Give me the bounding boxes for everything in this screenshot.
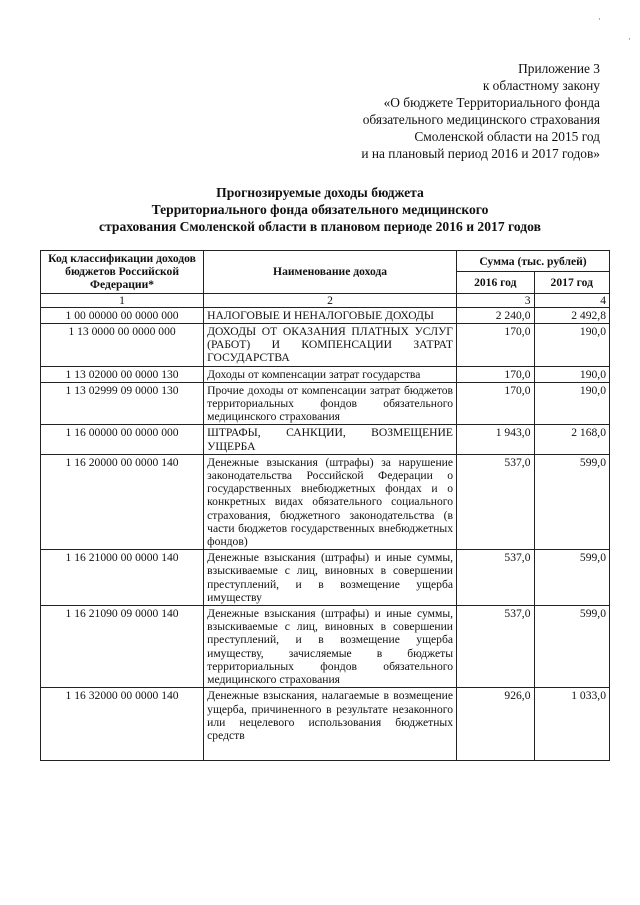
row-2016: 170,0 [457,324,534,367]
row-2017: 2 168,0 [534,425,610,454]
appendix-line: и на плановый период 2016 и 2017 годов» [361,146,600,161]
header-year-2016: 2016 год [457,272,534,293]
appendix-line: обязательного медицинского страхования [362,112,600,127]
row-2017: 190,0 [534,366,610,382]
row-code: 1 16 21000 00 0000 140 [41,550,204,606]
revenue-table [40,250,610,761]
row-code: 1 00 00000 00 0000 000 [41,307,204,323]
table-row [41,324,610,367]
row-name: Денежные взыскания, налагаемые в возмещение ущерба, причиненного в результате незаконного или нецелевого использования бюджетных средств [204,688,457,761]
row-2016: 537,0 [457,606,534,688]
row-2016: 537,0 [457,454,534,549]
row-code: 1 16 21090 09 0000 140 [41,606,204,688]
header-name: Наименование дохода [204,251,457,294]
row-2016: 2 240,0 [457,307,534,323]
row-2017: 599,0 [534,606,610,688]
row-2017: 1 033,0 [534,688,610,761]
column-number: 3 [457,293,534,307]
row-code: 1 16 20000 00 0000 140 [41,454,204,549]
row-code: 1 16 00000 00 0000 000 [41,425,204,454]
row-name: Денежные взыскания (штрафы) за нарушение законодательства Российской Федерации о государственных внебюджетных фондах и о конкретных видах обязательного социального страхования, бюджетного законодательства (в части бюджетов государственных внебюджетных фондов) [204,454,457,549]
row-name: Доходы от компенсации затрат государства [204,366,457,382]
row-2017: 2 492,8 [534,307,610,323]
row-2016: 926,0 [457,688,534,761]
row-2016: 170,0 [457,382,534,425]
row-2016: 170,0 [457,366,534,382]
table-row [41,606,610,688]
row-code: 1 13 0000 00 0000 000 [41,324,204,367]
table-row [41,382,610,425]
column-numbers-row [41,293,610,307]
appendix-line: к областному закону [482,78,600,93]
column-number: 2 [204,293,457,307]
header-code: Код классификации доходов бюджетов Российской Федерации* [41,251,204,294]
table-header-row [41,251,610,272]
title-line: Территориального фонда обязательного медицинского [151,202,489,217]
column-number: 4 [534,293,610,307]
row-name: Прочие доходы от компенсации затрат бюджетов территориальных фондов обязательного медицинского страхования [204,382,457,425]
table-row [41,550,610,606]
row-2017: 190,0 [534,324,610,367]
table-row [41,688,610,761]
row-code: 1 13 02999 09 0000 130 [41,382,204,425]
row-code: 1 16 32000 00 0000 140 [41,688,204,761]
row-code: 1 13 02000 00 0000 130 [41,366,204,382]
table-row [41,454,610,549]
document-title [40,184,600,235]
scan-speck: · [628,34,631,44]
appendix-line: Смоленской области на 2015 год [414,129,600,144]
table-row [41,307,610,323]
row-name: ШТРАФЫ, САНКЦИИ, ВОЗМЕЩЕНИЕ УЩЕРБА [204,425,457,454]
scan-speck: · [598,14,601,24]
row-2017: 190,0 [534,382,610,425]
appendix-line: «О бюджете Территориального фонда [383,95,600,110]
appendix-line: Приложение 3 [518,61,600,76]
title-line: страхования Смоленской области в плановом периоде 2016 и 2017 годов [99,219,541,234]
row-name: Денежные взыскания (штрафы) и иные суммы, взыскиваемые с лиц, виновных в совершении преступлений, и в возмещение ущерба имуществу [204,550,457,606]
table-row [41,425,610,454]
table-row [41,366,610,382]
row-name: ДОХОДЫ ОТ ОКАЗАНИЯ ПЛАТНЫХ УСЛУГ (РАБОТ) И КОМПЕНСАЦИИ ЗАТРАТ ГОСУДАРСТВА [204,324,457,367]
header-sum: Сумма (тыс. рублей) [457,251,610,272]
row-2016: 537,0 [457,550,534,606]
column-number: 1 [41,293,204,307]
header-year-2017: 2017 год [534,272,610,293]
row-2016: 1 943,0 [457,425,534,454]
row-name: Денежные взыскания (штрафы) и иные суммы, взыскиваемые с лиц, виновных в совершении преступлений, и в возмещение ущерба имуществу, зачисляемые в бюджеты территориальных фондов обязательного медицинского страхования [204,606,457,688]
title-line: Прогнозируемые доходы бюджета [216,185,424,200]
row-2017: 599,0 [534,454,610,549]
appendix-header [270,60,600,162]
row-2017: 599,0 [534,550,610,606]
row-name: НАЛОГОВЫЕ И НЕНАЛОГОВЫЕ ДОХОДЫ [204,307,457,323]
